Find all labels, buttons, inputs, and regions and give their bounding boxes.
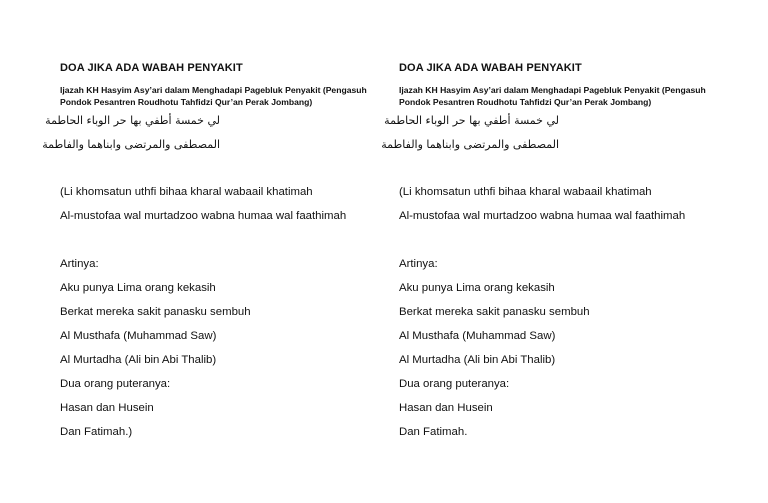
doc-subtitle: Ijazah KH Hasyim Asy’ari dalam Menghadapi Pagebluk Penyakit (Pengasuh Pondok Pesantren Roudhotu Tahfidzi Qur’an Perak Jombang) — [60, 85, 367, 107]
transliteration-line-1: (Li khomsatun uthfi bihaa kharal wabaail khatimah — [399, 186, 652, 198]
left-document-column — [42, 0, 420, 503]
arabic-line-2: المصطفى والمرتضى وابناهما والفاطمة — [42, 138, 220, 151]
arabic-line-2: المصطفى والمرتضى وابناهما والفاطمة — [381, 138, 559, 151]
translation-line: Berkat mereka sakit panasku sembuh — [60, 306, 251, 318]
translation-line: Aku punya Lima orang kekasih — [60, 282, 216, 294]
transliteration-line-1: (Li khomsatun uthfi bihaa kharal wabaail khatimah — [60, 186, 313, 198]
translation-line: Hasan dan Husein — [60, 402, 154, 414]
doc-title: DOA JIKA ADA WABAH PENYAKIT — [399, 62, 582, 74]
translation-line: Al Murtadha (Ali bin Abi Thalib) — [399, 354, 556, 366]
translation-line: Dan Fatimah.) — [60, 426, 133, 438]
artinya-label: Artinya: — [60, 258, 99, 270]
transliteration-line-2: Al-mustofaa wal murtadzoo wabna humaa wal faathimah — [399, 210, 686, 222]
translation-line: Aku punya Lima orang kekasih — [399, 282, 555, 294]
translation-line: Berkat mereka sakit panasku sembuh — [399, 306, 590, 318]
arabic-line-1: لي خمسة أطفي بها حر الوباء الحاطمة — [45, 114, 220, 127]
translation-line: Dan Fatimah. — [399, 426, 468, 438]
transliteration-line-2: Al-mustofaa wal murtadzoo wabna humaa wal faathimah — [60, 210, 347, 222]
doc-title: DOA JIKA ADA WABAH PENYAKIT — [60, 62, 243, 74]
translation-line: Dua orang puteranya: — [60, 378, 171, 390]
doc-subtitle: Ijazah KH Hasyim Asy’ari dalam Menghadapi Pagebluk Penyakit (Pengasuh Pondok Pesantren Roudhotu Tahfidzi Qur’an Perak Jombang) — [399, 85, 706, 107]
artinya-label: Artinya: — [399, 258, 438, 270]
translation-line: Al Musthafa (Muhammad Saw) — [60, 330, 217, 342]
translation-line: Dua orang puteranya: — [399, 378, 510, 390]
translation-line: Hasan dan Husein — [399, 402, 493, 414]
arabic-line-1: لي خمسة أطفي بها حر الوباء الحاطمة — [384, 114, 559, 127]
translation-line: Al Murtadha (Ali bin Abi Thalib) — [60, 354, 217, 366]
right-document-column — [381, 0, 759, 503]
translation-line: Al Musthafa (Muhammad Saw) — [399, 330, 556, 342]
